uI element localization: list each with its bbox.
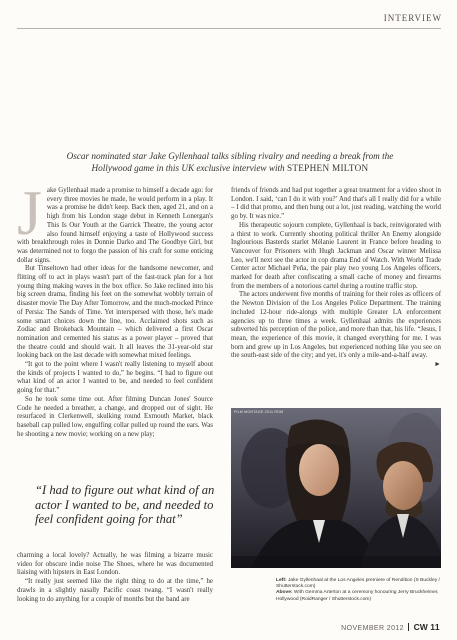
paragraph: friends of friends and had put together a great treatment for a video shoot in London. I said, ‘can I do it with you?’ And that's all I really did for a while – I did that promo, and then hung out a lot, just reading, watching the world go by. It was nice.” <box>231 187 441 221</box>
paragraph: ake Gyllenhaal made a promise to himself a decade ago: for every three movies he made, he would perform in a play. It was a promise he didn't keep. Back then, aged 21, and on a high from his London stage debut in Kenneth Lonergan's This Is Our Youth at the Garrick Theatre, the young actor also found himself enjoying a taste of Hollywood success with breakthrough roles in Donnie Darko and The Goodbye Girl, but was determined not to forgo the passion of his craft for some enticing dollar signs. <box>17 187 213 264</box>
issue-date: NOVEMBER 2012 <box>341 625 404 632</box>
header-rule <box>17 28 441 29</box>
page-number: 11 <box>430 622 440 632</box>
paragraph: charming a local lovely? Actually, he was filming a bizarre music video for obscure indie noise The Shoes, where he was documented liaising with hipsters in East London. <box>17 552 213 577</box>
paragraph: But Tinseltown had other ideas for the handsome newcomer, and flitting off to act in plays wasn't part of the fast-track plan for a hot young thing making waves in the box office. So Jake reclined into his big screen drama, finding his feet on the somewhat wobbly terrain of disaster movie The Day After Tomorrow, and the much-mocked Prince of Persia: The Sands of Time. Yet interspersed with those, he's made some smart choices down the line, too. Acclaimed shots such as Zodiac and Brokeback Mountain – which delivered a first Oscar nomination and cemented his status as a power player – proved that the theatre could and should wait. It all leaves the 31-year-old star looking back on the last decade with somewhat mixed feelings. <box>17 265 213 360</box>
body-column-2 <box>231 187 441 370</box>
paragraph: “It got to the point where I wasn't really listening to myself about the kinds of projects I wanted to do,” he begins. “I had to figure out what kind of an actor I wanted to be, and needed to feel confident going for that.” <box>17 361 213 395</box>
caption-left-text: Jake Gyllenhaal at the Los Angeles premiere of Rendition (S Buckley / Shutterstock.com) <box>276 578 440 590</box>
premiere-photo <box>231 408 441 568</box>
section-label: INTERVIEW <box>383 13 442 23</box>
footer-divider <box>408 623 409 631</box>
caption-left-label: Left: <box>276 578 287 583</box>
paragraph: “It really just seemed like the right thing to do at the time,” he drawls in a slightly nasally Pacific coast twang. “I wasn't really looking to do anything for a couple of months but the band are <box>17 578 213 603</box>
caption-above-text: With Gemma Arterton at a ceremony honouring Jerry Bruckheimer, Hollywood (RoidRanger / Shutterstock.com) <box>276 590 439 602</box>
drop-cap: J <box>17 177 42 248</box>
standfirst <box>55 150 405 174</box>
magazine-brand: CW <box>413 622 428 632</box>
continue-arrow-icon: ► <box>434 361 441 369</box>
photo-caption <box>276 578 441 603</box>
standfirst-text: Oscar nominated star Jake Gyllenhaal talks sibling rivalry and needing a break from the Hollywood game in this UK exclusive interview with <box>66 151 394 173</box>
body-column-1 <box>17 177 213 439</box>
page-footer <box>341 622 440 632</box>
body-column-1-continued <box>17 552 213 604</box>
photo-credit: FILM MONTAGE 2011 RDM <box>234 410 284 414</box>
pull-quote: “I had to figure out what kind of an actor I wanted to be, and needed to feel confident going for that” <box>35 483 215 526</box>
standfirst-author: STEPHEN MILTON <box>286 163 369 173</box>
caption-above-label: Above: <box>276 590 293 596</box>
paragraph: So he took some time out. After filming Duncan Jones' Source Code he needed a breather, a change, and dropped out of sight. He resurfaced in Clerkenwell, skulking round Exmouth Market, black baseball cap pulled low, engulfing collar pulled up round the ears. Was he shooting a new movie; working on a new play; <box>17 395 213 438</box>
paragraph: The actors underwent five months of training for their roles as officers of the Newton Division of the Los Angeles Police Department. The training included 12-hour ride-alongs with multiple Greater LA enforcement agencies up to three times a week. Gyllenhaal admits the experiences subverted his perception of the police, and more than that, his life. “Jesus, I mean, the experience of this movie, it changed everything for me. I was born and grew up in Los Angeles, but experienced nothing like you see on the south-east side of the city; and yet, it's only a mile-and-a-half away. <box>231 291 441 360</box>
photo-illustration <box>231 408 441 568</box>
paragraph: His therapeutic sojourn complete, Gyllenhaal is back, reinvigorated with a thirst to work. Currently shooting political thriller An Enemy alongside Inglourious Basterds starlet Mélanie Laurent in France before heading to Vancouver for Prisoners with Hugh Jackman and Oscar winner Melissa Leo, we'll next see the actor in cop drama End of Watch. With World Trade Center actor Michael Peña, the pair play two young Los Angeles officers, marked for death after confiscating a small cache of money and firearms from the members of a notorious cartel during a routine traffic stop. <box>231 221 441 290</box>
